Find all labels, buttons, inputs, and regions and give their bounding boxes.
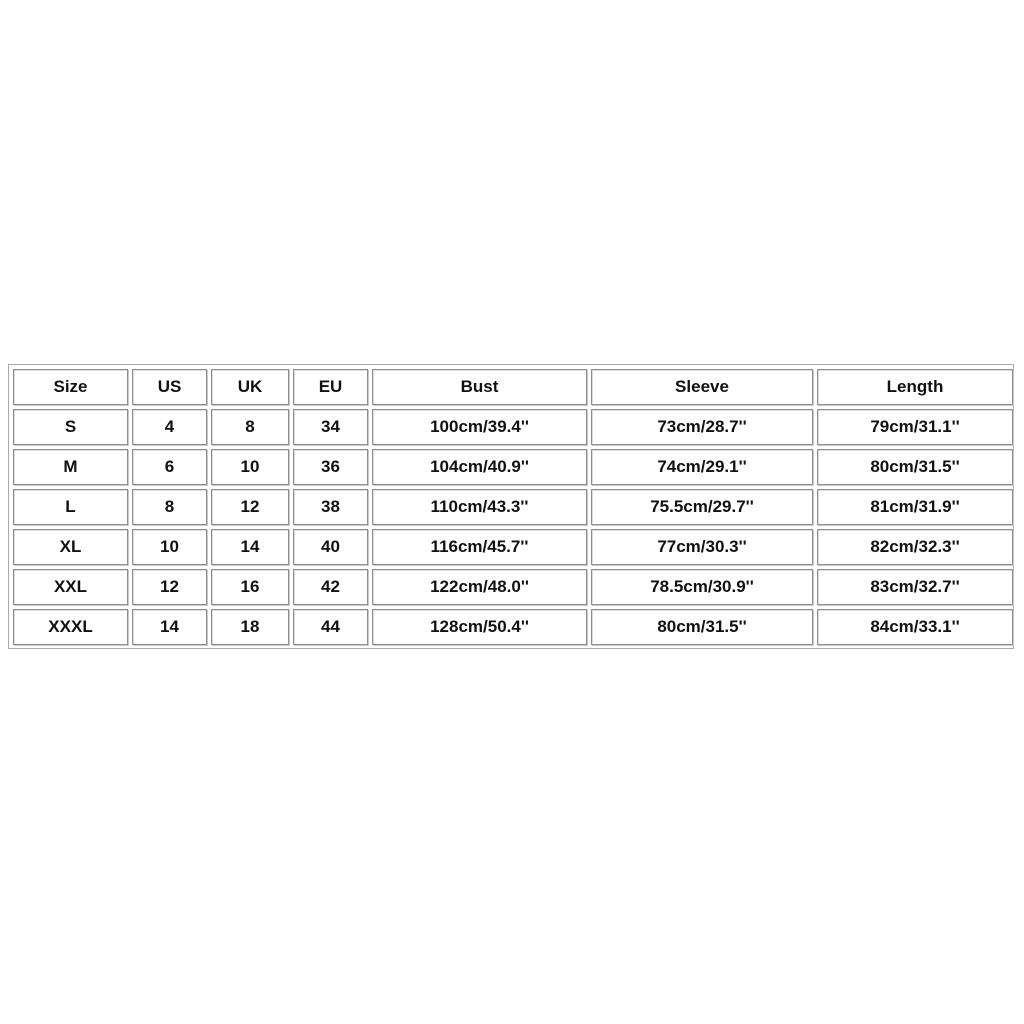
cell-us: 4 (132, 409, 207, 445)
cell-eu: 42 (293, 569, 368, 605)
cell-us: 6 (132, 449, 207, 485)
header-bust: Bust (372, 369, 587, 405)
table-row (13, 409, 1013, 445)
table-row (13, 609, 1013, 645)
table-row (13, 569, 1013, 605)
table-row (13, 449, 1013, 485)
header-uk: UK (211, 369, 289, 405)
cell-eu: 38 (293, 489, 368, 525)
cell-us: 14 (132, 609, 207, 645)
cell-sleeve: 73cm/28.7'' (591, 409, 813, 445)
size-chart-table (9, 365, 1017, 649)
cell-uk: 14 (211, 529, 289, 565)
cell-sleeve: 75.5cm/29.7'' (591, 489, 813, 525)
cell-size: M (13, 449, 128, 485)
cell-uk: 12 (211, 489, 289, 525)
cell-us: 8 (132, 489, 207, 525)
cell-uk: 8 (211, 409, 289, 445)
cell-us: 10 (132, 529, 207, 565)
table-row (13, 489, 1013, 525)
cell-eu: 40 (293, 529, 368, 565)
cell-size: XXL (13, 569, 128, 605)
cell-uk: 18 (211, 609, 289, 645)
cell-sleeve: 78.5cm/30.9'' (591, 569, 813, 605)
cell-length: 80cm/31.5'' (817, 449, 1013, 485)
header-size: Size (13, 369, 128, 405)
cell-bust: 110cm/43.3'' (372, 489, 587, 525)
cell-bust: 116cm/45.7'' (372, 529, 587, 565)
cell-eu: 34 (293, 409, 368, 445)
cell-length: 83cm/32.7'' (817, 569, 1013, 605)
header-eu: EU (293, 369, 368, 405)
header-sleeve: Sleeve (591, 369, 813, 405)
cell-us: 12 (132, 569, 207, 605)
cell-uk: 16 (211, 569, 289, 605)
cell-length: 79cm/31.1'' (817, 409, 1013, 445)
cell-bust: 104cm/40.9'' (372, 449, 587, 485)
cell-eu: 44 (293, 609, 368, 645)
cell-length: 82cm/32.3'' (817, 529, 1013, 565)
header-row (13, 369, 1013, 405)
cell-uk: 10 (211, 449, 289, 485)
table-row (13, 529, 1013, 565)
cell-bust: 100cm/39.4'' (372, 409, 587, 445)
cell-size: S (13, 409, 128, 445)
header-us: US (132, 369, 207, 405)
cell-length: 81cm/31.9'' (817, 489, 1013, 525)
cell-size: XL (13, 529, 128, 565)
size-chart (8, 364, 1014, 649)
cell-bust: 128cm/50.4'' (372, 609, 587, 645)
cell-sleeve: 74cm/29.1'' (591, 449, 813, 485)
cell-bust: 122cm/48.0'' (372, 569, 587, 605)
cell-sleeve: 80cm/31.5'' (591, 609, 813, 645)
cell-size: L (13, 489, 128, 525)
cell-size: XXXL (13, 609, 128, 645)
cell-eu: 36 (293, 449, 368, 485)
cell-length: 84cm/33.1'' (817, 609, 1013, 645)
header-length: Length (817, 369, 1013, 405)
cell-sleeve: 77cm/30.3'' (591, 529, 813, 565)
